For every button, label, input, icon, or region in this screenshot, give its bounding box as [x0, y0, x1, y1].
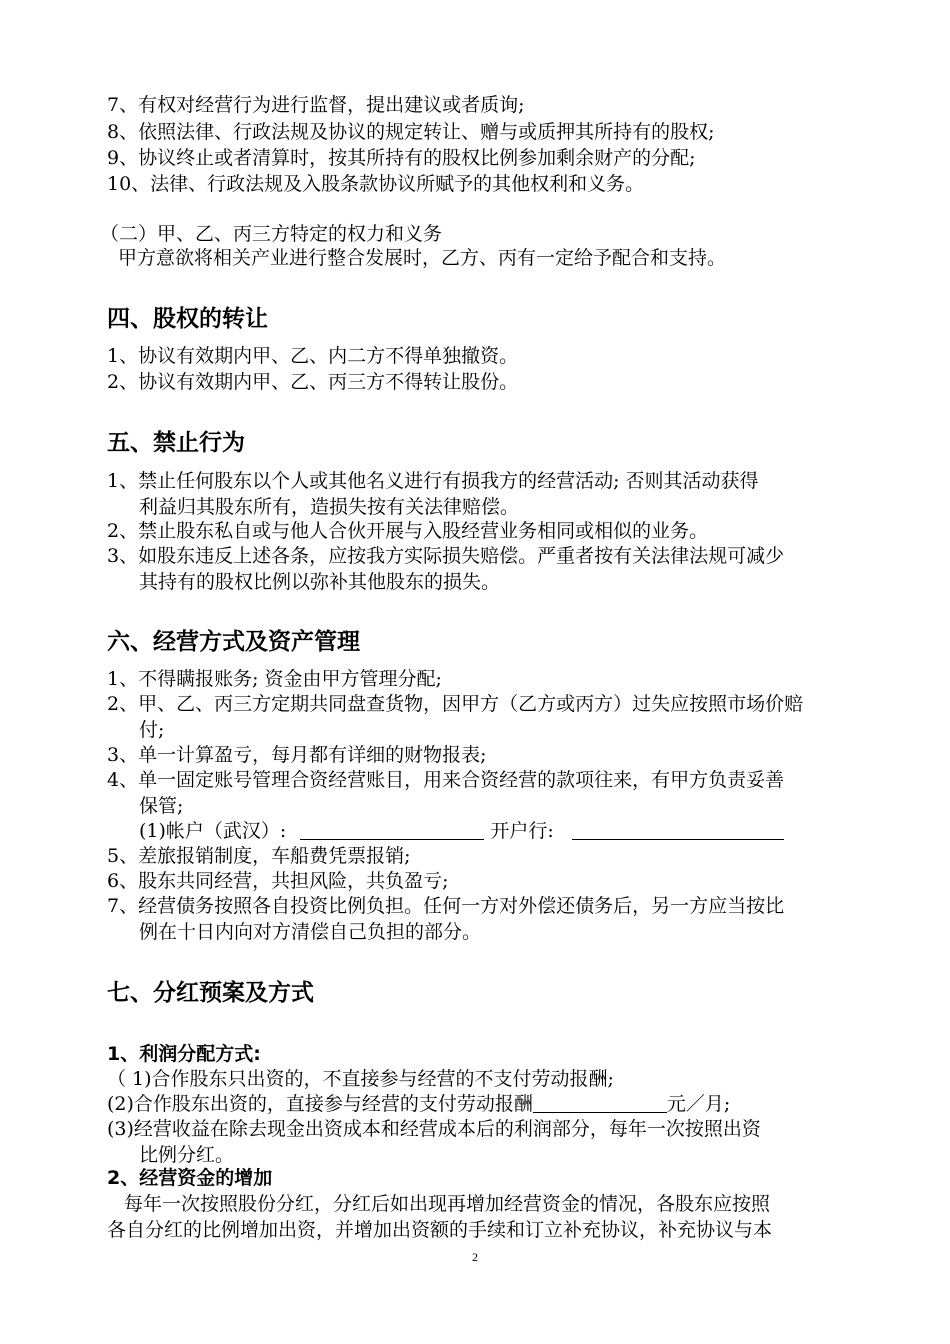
- section-heading: 四、股权的转让: [107, 306, 268, 332]
- clause-item: 7、有权对经营行为进行监督，提出建议或者质询;: [107, 94, 525, 116]
- account-label: (1)帐户（武汉）:: [139, 820, 287, 842]
- section-heading: 六、经营方式及资产管理: [107, 629, 360, 655]
- page-number: 2: [472, 1250, 478, 1264]
- subsection-title: 1、利润分配方式:: [107, 1043, 261, 1065]
- clause-text: 元／月;: [666, 1093, 731, 1115]
- clause-item: 1、禁止任何股东以个人或其他名义进行有损我方的经营活动; 否则其活动获得: [107, 470, 759, 492]
- clause-item: 6、股东共同经营，共担风险，共负盈亏;: [107, 870, 449, 892]
- clause-item: (3)经营收益在除去现金出资成本和经营成本后的利润部分，每年一次按照出资: [107, 1118, 761, 1140]
- clause-item: 7、经营债务按照各自投资比例负担。任何一方对外偿还债务后，另一方应当按比: [107, 895, 785, 917]
- section-heading: 七、分红预案及方式: [107, 980, 314, 1006]
- clause-item: 1、不得瞒报账务; 资金由甲方管理分配;: [107, 668, 442, 690]
- clause-item: [107, 1091, 730, 1117]
- account-blank-field[interactable]: [300, 819, 484, 840]
- clause-item: 1、协议有效期内甲、乙、内二方不得单独撤资。: [107, 345, 519, 367]
- clause-item-cont: 例在十日内向对方清偿自己负担的部分。: [139, 921, 482, 943]
- clause-item: 2、协议有效期内甲、乙、丙三方不得转让股份。: [107, 371, 519, 393]
- clause-item: 5、差旅报销制度，车船费凭票报销;: [107, 845, 411, 867]
- clause-item: 10、法律、行政法规及入股条款协议所赋予的其他权利和义务。: [107, 173, 645, 195]
- clause-item: （ 1)合作股东只出资的，不直接参与经营的不支付劳动报酬;: [107, 1068, 614, 1090]
- clause-item: 3、单一计算盈亏，每月都有详细的财物报表;: [107, 744, 487, 766]
- clause-item-cont: 付;: [139, 719, 165, 741]
- bank-label: 开户行:: [490, 820, 554, 842]
- paragraph: 各自分红的比例增加出资，并增加出资额的手续和订立补充协议，补充协议与本: [107, 1219, 773, 1241]
- bank-blank-field[interactable]: [572, 819, 784, 840]
- clause-item: 2、甲、乙、丙三方定期共同盘查货物，因甲方（乙方或丙方）过失应按照市场价赔: [107, 693, 804, 715]
- paragraph: 甲方意欲将相关产业进行整合发展时，乙方、丙有一定给予配合和支持。: [118, 247, 727, 269]
- section-heading: 五、禁止行为: [107, 430, 245, 456]
- account-line: [139, 818, 784, 844]
- paragraph: 每年一次按照股份分红，分红后如出现再增加经营资金的情况，各股东应按照: [124, 1193, 771, 1215]
- subsection-title: （二）甲、乙、丙三方特定的权力和义务: [100, 223, 443, 245]
- clause-item-cont: 保管;: [139, 795, 184, 817]
- subsection-title: 2、经营资金的增加: [107, 1167, 273, 1189]
- salary-blank-field[interactable]: [533, 1092, 667, 1113]
- clause-item: 3、如股东违反上述各条，应按我方实际损失赔偿。严重者按有关法律法规可减少: [107, 545, 785, 567]
- clause-item: 8、依照法律、行政法规及协议的规定转让、赠与或质押其所持有的股权;: [107, 121, 715, 143]
- clause-item-cont: 比例分红。: [139, 1144, 235, 1166]
- clause-text: (2)合作股东出资的，直接参与经营的支付劳动报酬: [107, 1093, 533, 1115]
- clause-item-cont: 其持有的股权比例以弥补其他股东的损失。: [139, 571, 501, 593]
- clause-item: 2、禁止股东私自或与他人合伙开展与入股经营业务相同或相似的业务。: [107, 520, 709, 542]
- clause-item-cont: 利益归其股东所有，造损失按有关法律赔偿。: [139, 496, 520, 518]
- clause-item: 9、协议终止或者清算时，按其所持有的股权比例参加剩余财产的分配;: [107, 147, 696, 169]
- clause-item: 4、单一固定账号管理合资经营账目，用来合资经营的款项往来，有甲方负责妥善: [107, 769, 785, 791]
